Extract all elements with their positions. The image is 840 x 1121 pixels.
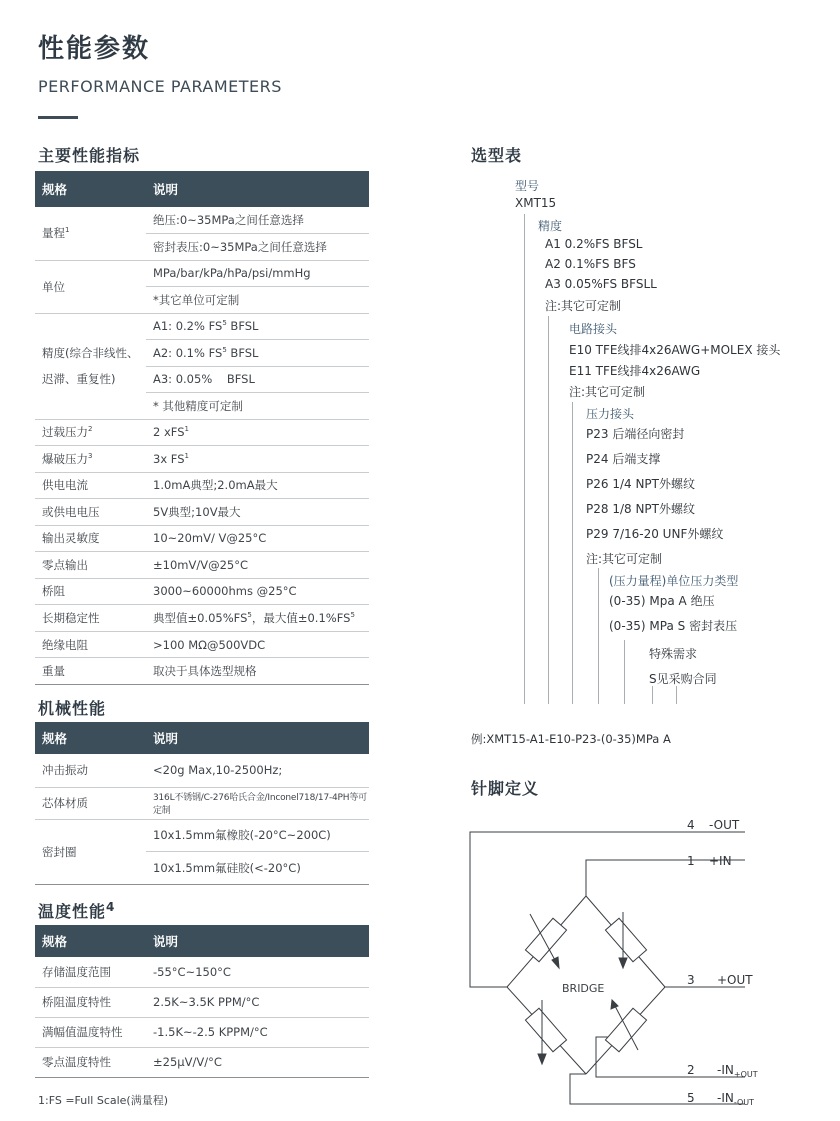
temp-title: 温度性能$^4$ <box>38 900 116 921</box>
accuracy-value-4: * 其他精度可定制 <box>146 392 369 419</box>
spec-label: 或供电电压 <box>35 499 146 526</box>
temp-spec-value: -55°C~150°C <box>146 957 369 987</box>
spec-label: 零点输出 <box>35 552 146 579</box>
mech-col-spec: 规格 <box>35 722 146 754</box>
temp-spec-value: 2.5K~3.5K PPM/°C <box>146 987 369 1017</box>
range-option: (0-35) MPa S 密封表压 <box>609 619 738 633</box>
pressure-port-option: P23 后端径向密封 <box>586 427 685 441</box>
range-group-title: (压力量程)单位压力类型 <box>609 574 739 588</box>
table-row <box>35 472 369 499</box>
insulation-value: >100 MΩ@500VDC <box>146 632 369 658</box>
spec-label: 过载压力$^2$ <box>35 419 146 446</box>
pin-3-number: 3 <box>687 973 695 987</box>
footnote: 1:FS =Full Scale(满量程) <box>38 1094 169 1107</box>
pin-1-number: 1 <box>687 854 695 868</box>
model-label: 型号 <box>515 179 540 193</box>
pressure-port-option: P28 1/8 NPT外螺纹 <box>586 502 695 516</box>
accuracy-group-title: 精度 <box>538 219 563 233</box>
spec-value: 10~20mV/ V@25°C <box>146 525 369 552</box>
pressure-port-option: P24 后端支撑 <box>586 452 661 466</box>
temp-spec-label: 桥阻温度特性 <box>35 987 146 1017</box>
main-perf-table <box>35 171 369 685</box>
pin-4-number: 4 <box>687 818 695 832</box>
pressure-port-title: 压力接头 <box>586 407 635 421</box>
page-subtitle: PERFORMANCE PARAMETERS <box>38 77 282 96</box>
seal-value-1: 10x1.5mm氟橡胶(-20°C~200C) <box>146 819 369 851</box>
special-value: S见采购合同 <box>649 672 717 686</box>
pin-5-number: 5 <box>687 1091 695 1105</box>
seal-label: 密封圈 <box>35 819 146 884</box>
pin-1-name: +IN <box>709 854 732 868</box>
range-value-1: 绝压:0~35MPa之间任意选择 <box>146 207 369 233</box>
spec-label: 供电电流 <box>35 472 146 499</box>
table-row <box>35 552 369 579</box>
mech-title: 机械性能 <box>38 699 107 718</box>
temp-table <box>35 925 369 1078</box>
table-row <box>35 578 369 605</box>
material-value: 316L不锈钢/C-276哈氏合金/Inconel718/17-4PH等可定制 <box>146 787 369 819</box>
shock-value: <20g Max,10-2500Hz; <box>146 754 369 787</box>
spec-label: 桥阻 <box>35 578 146 605</box>
spec-value: ±10mV/V@25°C <box>146 552 369 579</box>
pressure-port-note: 注:其它可定制 <box>586 552 663 566</box>
spec-value: 2 xFS$^1$ <box>146 419 369 446</box>
unit-value-2: *其它单位可定制 <box>146 286 369 313</box>
material-label: 芯体材质 <box>35 787 146 819</box>
range-label: 量程$^1$ <box>35 207 146 260</box>
pins-title: 针脚定义 <box>471 779 540 798</box>
unit-label: 单位 <box>35 260 146 313</box>
accuracy-option: A2 0.1%FS BFS <box>545 257 636 271</box>
table-row <box>35 1017 369 1047</box>
circuit-note: 注:其它可定制 <box>569 385 646 399</box>
range-option: (0-35) Mpa A 绝压 <box>609 594 715 608</box>
table-row <box>35 525 369 552</box>
spec-label: 输出灵敏度 <box>35 525 146 552</box>
range-value-2: 密封表压:0~35MPa之间任意选择 <box>146 233 369 260</box>
selection-example: 例:XMT15-A1-E10-P23-(0-35)MPa A <box>471 732 671 746</box>
unit-value-1: MPa/bar/kPa/hPa/psi/mmHg <box>146 260 369 286</box>
temp-col-spec: 规格 <box>35 925 146 957</box>
accuracy-note: 注:其它可定制 <box>545 299 622 313</box>
pin-4-name: -OUT <box>709 818 740 832</box>
pressure-port-option: P29 7/16-20 UNF外螺纹 <box>586 527 724 541</box>
table-row <box>35 419 369 446</box>
spec-value: 5V典型;10V最大 <box>146 499 369 526</box>
weight-label: 重量 <box>35 658 146 685</box>
special-title: 特殊需求 <box>649 647 698 661</box>
table-row <box>35 446 369 473</box>
pin-5-name: $-IN_{-OUT}$ <box>717 1091 755 1107</box>
spec-value: 3x $FS^1$ <box>146 446 369 473</box>
pressure-port-option: P26 1/4 NPT外螺纹 <box>586 477 695 491</box>
stability-label: 长期稳定性 <box>35 605 146 632</box>
accuracy-value-1: A1: 0.2% $FS^5$ BFSL <box>146 313 369 339</box>
bridge-label: BRIDGE <box>562 982 605 995</box>
temp-spec-value: ±25μV/V/°C <box>146 1047 369 1077</box>
stability-value: 典型值$\pm 0.05\%FS^5$，最大值$\pm 0.1\%FS^5$ <box>146 605 369 632</box>
accuracy-value-2: A2: 0.1% $FS^5$ BFSL <box>146 339 369 366</box>
model-value: XMT15 <box>515 196 557 210</box>
pin-3-name: +OUT <box>717 973 753 987</box>
temp-spec-value: -1.5K~-2.5 KPPM/°C <box>146 1017 369 1047</box>
bridge-diagram <box>460 812 780 1117</box>
insulation-label: 绝缘电阻 <box>35 632 146 658</box>
shock-label: 冲击振动 <box>35 754 146 787</box>
mech-col-desc: 说明 <box>146 722 369 754</box>
pin-2-number: 2 <box>687 1063 695 1077</box>
circuit-option: E11 TFE线排4x26AWG <box>569 364 701 378</box>
accuracy-option: A1 0.2%FS BFSL <box>545 237 643 251</box>
pin-2-name: $-IN_{+OUT}$ <box>717 1063 758 1079</box>
table-row <box>35 1047 369 1077</box>
circuit-group-title: 电路接头 <box>569 322 618 336</box>
table-row <box>35 957 369 987</box>
col-spec-header: 规格 <box>35 171 146 207</box>
title-underline <box>38 116 78 119</box>
mech-table <box>35 722 369 885</box>
weight-value: 取决于具体选型规格 <box>146 658 369 685</box>
temp-spec-label: 存储温度范围 <box>35 957 146 987</box>
temp-col-desc: 说明 <box>146 925 369 957</box>
spec-value: 1.0mA典型;2.0mA最大 <box>146 472 369 499</box>
circuit-option: E10 TFE线排4x26AWG+MOLEX 接头 <box>569 343 781 357</box>
accuracy-option: A3 0.05%FS BFSLL <box>545 277 657 291</box>
col-desc-header: 说明 <box>146 171 369 207</box>
accuracy-value-3: A3: 0.05% BFSL <box>146 366 369 392</box>
table-row <box>35 987 369 1017</box>
page-title: 性能参数 <box>38 34 151 64</box>
accuracy-label: 精度(综合非线性、 迟滞、重复性) <box>35 313 146 419</box>
spec-value: 3000~60000hms @25°C <box>146 578 369 605</box>
spec-label: 爆破压力$^3$ <box>35 446 146 473</box>
main-perf-title: 主要性能指标 <box>38 146 141 165</box>
seal-value-2: 10x1.5mm氟硅胶(<-20°C) <box>146 851 369 884</box>
selection-title: 选型表 <box>471 146 523 165</box>
temp-spec-label: 满幅值温度特性 <box>35 1017 146 1047</box>
table-row <box>35 499 369 526</box>
temp-spec-label: 零点温度特性 <box>35 1047 146 1077</box>
